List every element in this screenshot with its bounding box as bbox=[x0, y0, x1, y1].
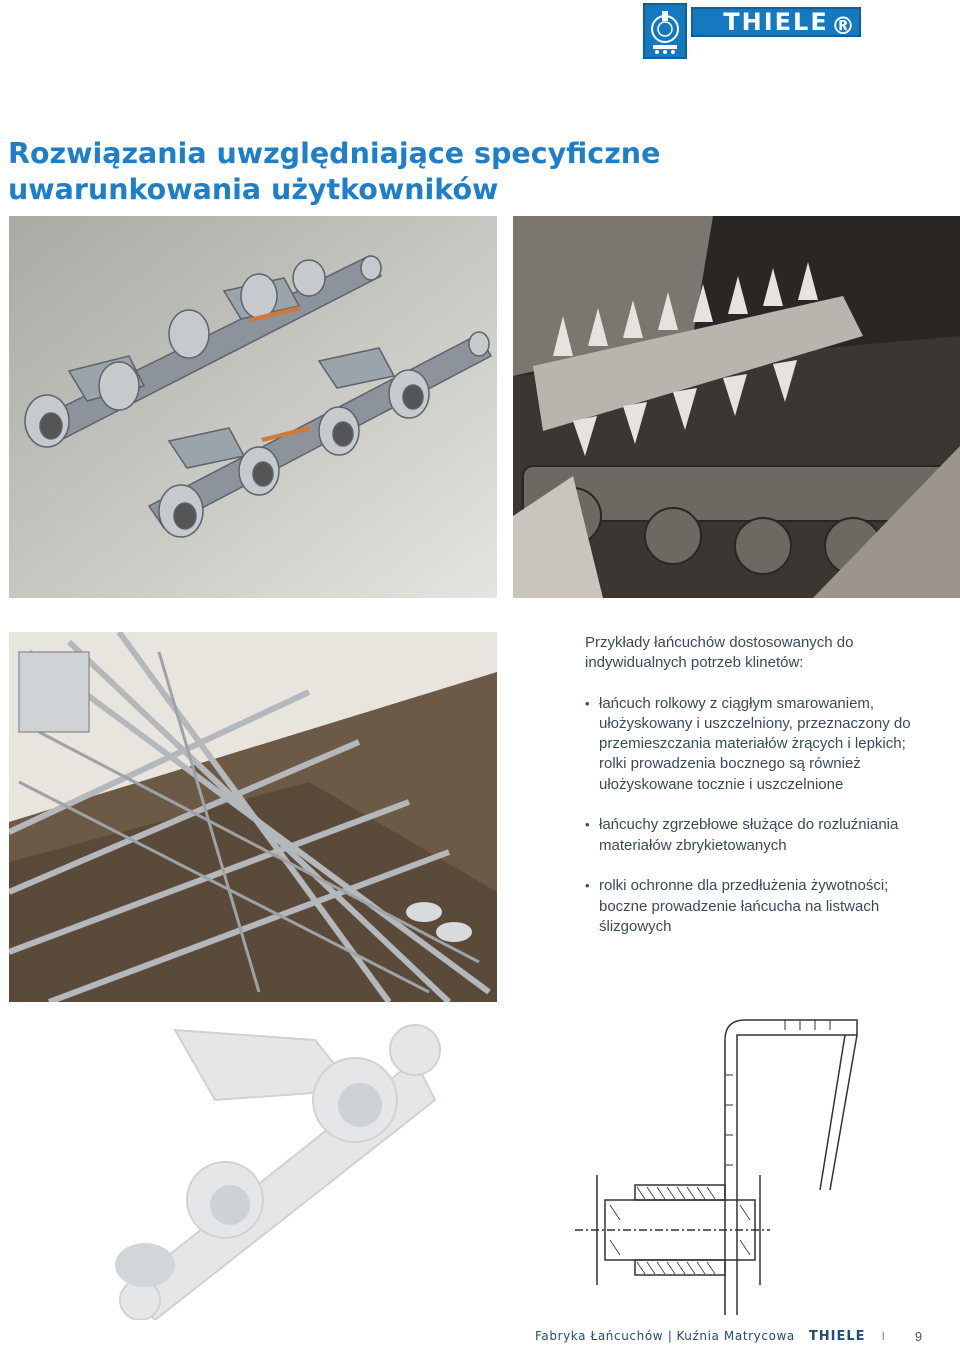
footer-separator: | bbox=[668, 1329, 672, 1343]
description-text-block bbox=[585, 633, 915, 957]
feature-list bbox=[585, 694, 915, 938]
roller-chain-detail-image bbox=[115, 1020, 447, 1320]
page-title-line2: uwarunkowania użytkowników bbox=[8, 173, 499, 206]
technical-drawing-roller bbox=[575, 1015, 865, 1320]
page-title-line1: Rozwiązania uwzględniające specyficzne bbox=[8, 137, 661, 170]
page-number: 9 bbox=[914, 1328, 923, 1344]
list-item: • łańcuchy zgrzebłowe służące do rozluźniania materiałów zbrykietowanych bbox=[585, 815, 915, 856]
list-item: • rolki ochronne dla przedłużenia żywotności; boczne prowadzenie łańcucha na listwach ślizgowych bbox=[585, 876, 915, 937]
logo-wordmark bbox=[691, 7, 861, 40]
page-title bbox=[8, 136, 768, 208]
footer-company: Fabryka Łańcuchów bbox=[535, 1329, 664, 1343]
cad-roller-chain-image bbox=[9, 216, 497, 598]
thiele-logo bbox=[643, 3, 861, 59]
footer-division: Kuźnia Matrycowa bbox=[676, 1329, 795, 1343]
page-footer bbox=[535, 1327, 922, 1345]
list-item: • łańcuch rolkowy z ciągłym smarowaniem, ułożyskowany i uszczelniony, przeznaczony do przemieszczania materiałów żrących i lepkich; rolki prowadzenia bocznego są również ułożyskowane tocznie i uszczelnione bbox=[585, 694, 915, 795]
footer-pipe: I bbox=[881, 1329, 885, 1343]
intro-paragraph: Przykłady łańcuchów dostosowanych do indywidualnych potrzeb klinetów: bbox=[585, 634, 854, 672]
logo-registered-mark: ® bbox=[831, 12, 857, 40]
scraper-chain-photo bbox=[513, 216, 960, 598]
storage-hall-chain-photo bbox=[9, 632, 497, 1002]
logo-wordmark-text: THIELE bbox=[723, 8, 829, 36]
logo-emblem-icon bbox=[643, 3, 687, 59]
footer-brand: THIELE bbox=[808, 1328, 866, 1344]
